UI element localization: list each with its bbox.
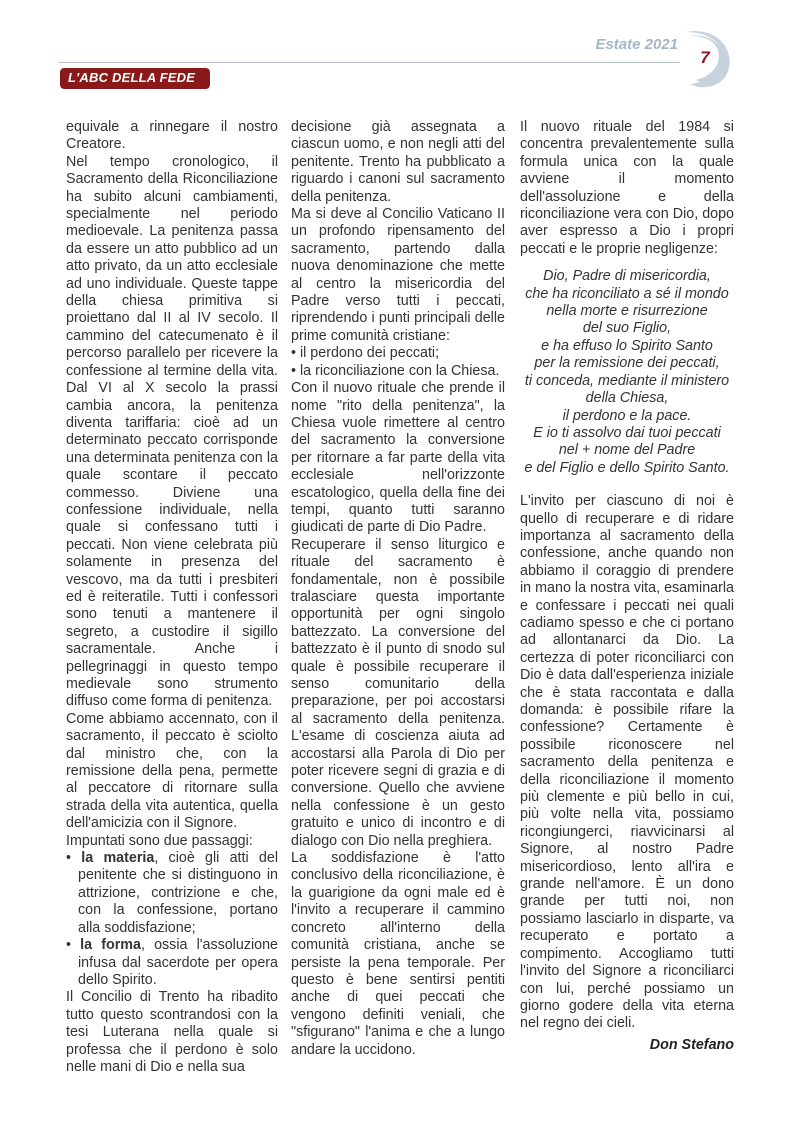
paragraph: Recuperare il senso liturgico e rituale del sacramento è fondamentale, non è possibile tralasciare questa importante opportunità per ogni singolo battezzato. La conversione del battezzato è il punto di snodo sul quale è possibile recuperare il senso comunitario della preparazione, per poi accostarsi al sacramento della penitenza. L'esame di coscienza aiuta ad accostarsi alla Parola di Dio per poter ricevere segni di grazia e di conversione. Quello che avviene nella confessione è un gesto gratuito e unico di incontro e di dialogo con Dio nella preghiera. <box>291 536 505 849</box>
bullet-text: , ossia l'assoluzione infusa dal sacerdote per opera dello Spirito. <box>78 937 278 988</box>
paragraph: L'invito per ciascuno di noi è quello di recuperare e di ridare importanza al sacramento della confessione, anche quando non abbiamo il coraggio di prendere in mano la nostra vita, esaminarla e confessare i peccati nei quali cadiamo spesso e che ci portano ad allontanarci da Dio. La certezza di poter riconciliarci con Dio è data dall'esperienza iniziale che è stata raccontata e dalla domanda: è possibile rifare la confessione? Certamente è possibile riconoscere nel sacramento della penitenza e della riconciliazione il momento più clemente e più bello in cui, più volte nella vita, possiamo ricongiungerci, riavvicinarsi al Signore, al nostro Padre misericordioso, lento all'ira e grande nell'amore. È un dono grande per tutti noi, non possiamo lasciarlo in disparte, va recuperato e portato a compimento. Accogliamo tutti l'invito del Signore a riconciliarci con lui, perché possiamo un giorno godere della vita eterna nel regno dei cieli. <box>520 493 734 1032</box>
bold-term: la forma <box>80 937 141 954</box>
bullet-materia: • la materia, cioè gli atti del penitente che si distinguono in attrizione, contrizione e che, con la confessione, portano alla soddisfazione; <box>66 850 278 936</box>
paragraph: Il nuovo rituale del 1984 si concentra prevalentemente sulla formula unica con la quale avviene il momento dell'assoluzione e della riconciliazione vera con Dio, dopo aver espresso a Dio i propri peccati e le proprie negligenze: <box>520 119 734 257</box>
prayer-line: e del Figlio e dello Spirito Santo. <box>524 459 730 476</box>
prayer-line: nel + nome del Padre <box>558 442 696 459</box>
paragraph: equivale a rinnegare il nostro Creatore. <box>66 119 278 153</box>
paragraph: Impuntati sono due passaggi: <box>66 832 253 849</box>
column-1 <box>66 119 278 1076</box>
prayer-line: che ha riconciliato a sé il mondo <box>525 285 729 302</box>
paragraph: La soddisfazione è l'atto conclusivo della riconciliazione, è la guarigione da ogni male ed è l'invito a recuperare il cammino concreto all'interno della comunità cristiana, anche se persiste la pena temporale. Per questo è bene sentirsi pentiti anche di quei peccati che vengono definiti veniali, che "sfigurano" l'anima e che a lungo andare la uccidono. <box>291 850 505 1058</box>
paragraph: Il Concilio di Trento ha ribadito tutto questo scontrandosi con la tesi Luterana nella quale si professa che il perdono è solo nelle mani di Dio e nella sua <box>66 989 278 1075</box>
prayer-line: ti conceda, mediante il ministero <box>524 372 730 389</box>
issue-season: Estate 2021 <box>595 36 678 53</box>
bullet-forma: • la forma, ossia l'assoluzione infusa dal sacerdote per opera dello Spirito. <box>66 937 278 988</box>
paragraph: Con il nuovo rituale che prende il nome "rito della penitenza", la Chiesa vuole rimettere al centro del sacramento la conversione per ritornare a far parte della vita ecclesiale nell'orizzonte escatologico, quella della fine dei tempi, quanto tutti saranno giudicati de parte di Dio Padre. <box>291 380 505 536</box>
paragraph: Nel tempo cronologico, il Sacramento della Riconciliazione ha subito alcuni cambiamenti, specialmente nel periodo medioevale. La penitenza passa da essere un atto pubblico ad un atto privato, da un atto ecclesiale ad uno individuale. Queste tappe della chiesa primitiva si proiettano dal II al IV secolo. Il cammino del catecumenato è il percorso parallelo per ricevere la confessione al termine della vita. Dal VI al X secolo la prassi cambia ancora, la penitenza diventa tariffaria: cioè ad un determinato peccato corrisponde una determinata penitenza con la quale scontare il peccato commesso. Diviene una confessione individuale, nella quale si confessano tutti i peccati. Non viene celebrata più solamente in presenza del vescovo, ma da tutti i presbiteri ed è reiteratile. Tutti i confessori sono tenuti a mantenere il segreto, a custodire il sigillo sacramentale. Anche i pellegrinaggi in questo tempo medievale sono strumento diffuso come forma di penitenza. <box>66 153 278 710</box>
list-item: • la riconciliazione con la Chiesa. <box>291 362 500 379</box>
column-2 <box>291 119 505 1059</box>
prayer-line: il perdono e la pace. <box>562 407 692 424</box>
column-3 <box>520 119 734 1054</box>
header-rule <box>58 62 680 63</box>
prayer-line: e ha effuso lo Spirito Santo <box>541 337 713 354</box>
author-signature: Don Stefano <box>649 1036 734 1053</box>
section-label-wrap <box>60 68 210 89</box>
paragraph: Ma si deve al Concilio Vaticano II un profondo ripensamento del sacramento, partendo dalla nuova denominazione che mette al centro la misericordia del Padre verso tutti i peccati, riprendendo i punti principali delle prime comunità cristiane: <box>291 206 505 344</box>
absolution-prayer <box>520 268 734 477</box>
prayer-line: della Chiesa, <box>585 390 669 407</box>
list-item: • il perdono dei peccati; <box>291 345 440 362</box>
section-label: L'ABC DELLA FEDE <box>68 70 196 85</box>
bullet-text: , cioè gli atti del penitente che si distinguono in attrizione, contrizione e che, con la confessione, portano alla soddisfazione; <box>78 850 278 936</box>
paragraph: decisione già assegnata a ciascun uomo, e non negli atti del penitente. Trento ha pubblicato a riguardo i canoni sul sacramento della penitenza. <box>291 119 505 205</box>
prayer-line: per la remissione dei peccati, <box>534 355 720 372</box>
prayer-line: del suo Figlio, <box>582 320 672 337</box>
prayer-line: E io ti assolvo dai tuoi peccati <box>533 424 721 441</box>
bold-term: la materia <box>81 850 155 867</box>
prayer-line: Dio, Padre di misericordia, <box>543 268 711 285</box>
prayer-line: nella morte e risurrezione <box>546 303 708 320</box>
paragraph: Come abbiamo accennato, con il sacramento, il peccato è sciolto dal ministro che, con la remissione della pena, permette al peccatore di ritornare sulla strada della vita autentica, quella dell'amicizia con il Signore. <box>66 710 278 832</box>
page-number: 7 <box>700 48 710 67</box>
